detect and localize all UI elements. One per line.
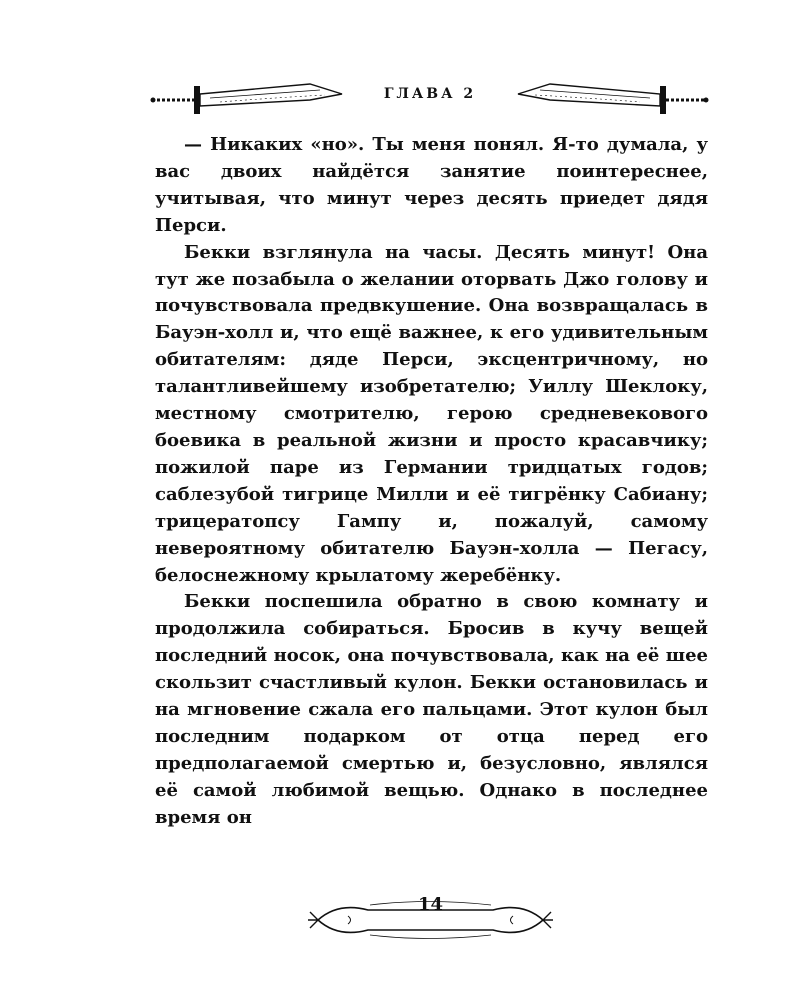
paragraph-1: — Никаких «но». Ты меня понял. Я-то думала, у вас двоих найдётся занятие поинтереснее, учитывая, что минут через десять приедет дядя Перси. [155, 134, 708, 236]
paragraph-3: Бекки поспешила обратно в свою комнату и продолжила собираться. Бросив в кучу вещей последний носок, она почувствовала, как на её шее скользит счастливый кулон. Бекки остановилась и на мгновение сжала его пальцами. Этот кулон был последним подарком от отца перед его предполагаемой смертью и, безусловно, являлся её самой любимой вещью. Однако в последнее время он [155, 591, 708, 828]
sword-ornament-right-icon [515, 78, 710, 114]
page-footer [308, 890, 553, 950]
sword-ornament-left-icon [150, 78, 345, 114]
chapter-header [150, 78, 710, 114]
paragraph-2: Бекки взглянула на часы. Десять минут! Она тут же позабыла о желании оторвать Джо голову и почувствовала предвкушение. Она возвращалась в Бауэн-холл и, что ещё важнее, к его удивительным обитателям: дяде Перси, эксцентричному, но талантливейшему изобретателю; Уиллу Шеклоку, местному смотрителю, герою средневекового боевика в реальной жизни и просто красавчику; пожилой паре из Германии тридцатых годов; саблезубой тигрице Милли и её тигрёнку Сабиану; трицератопсу Гампу и, пожалуй, самому невероятному обитателю Бауэн-холла — Пегасу, белоснежному крылатому жеребёнку. [155, 241, 708, 586]
page-number: 14 [417, 894, 444, 915]
page-body-text [155, 132, 708, 832]
chapter-title: ГЛАВА 2 [383, 86, 477, 102]
